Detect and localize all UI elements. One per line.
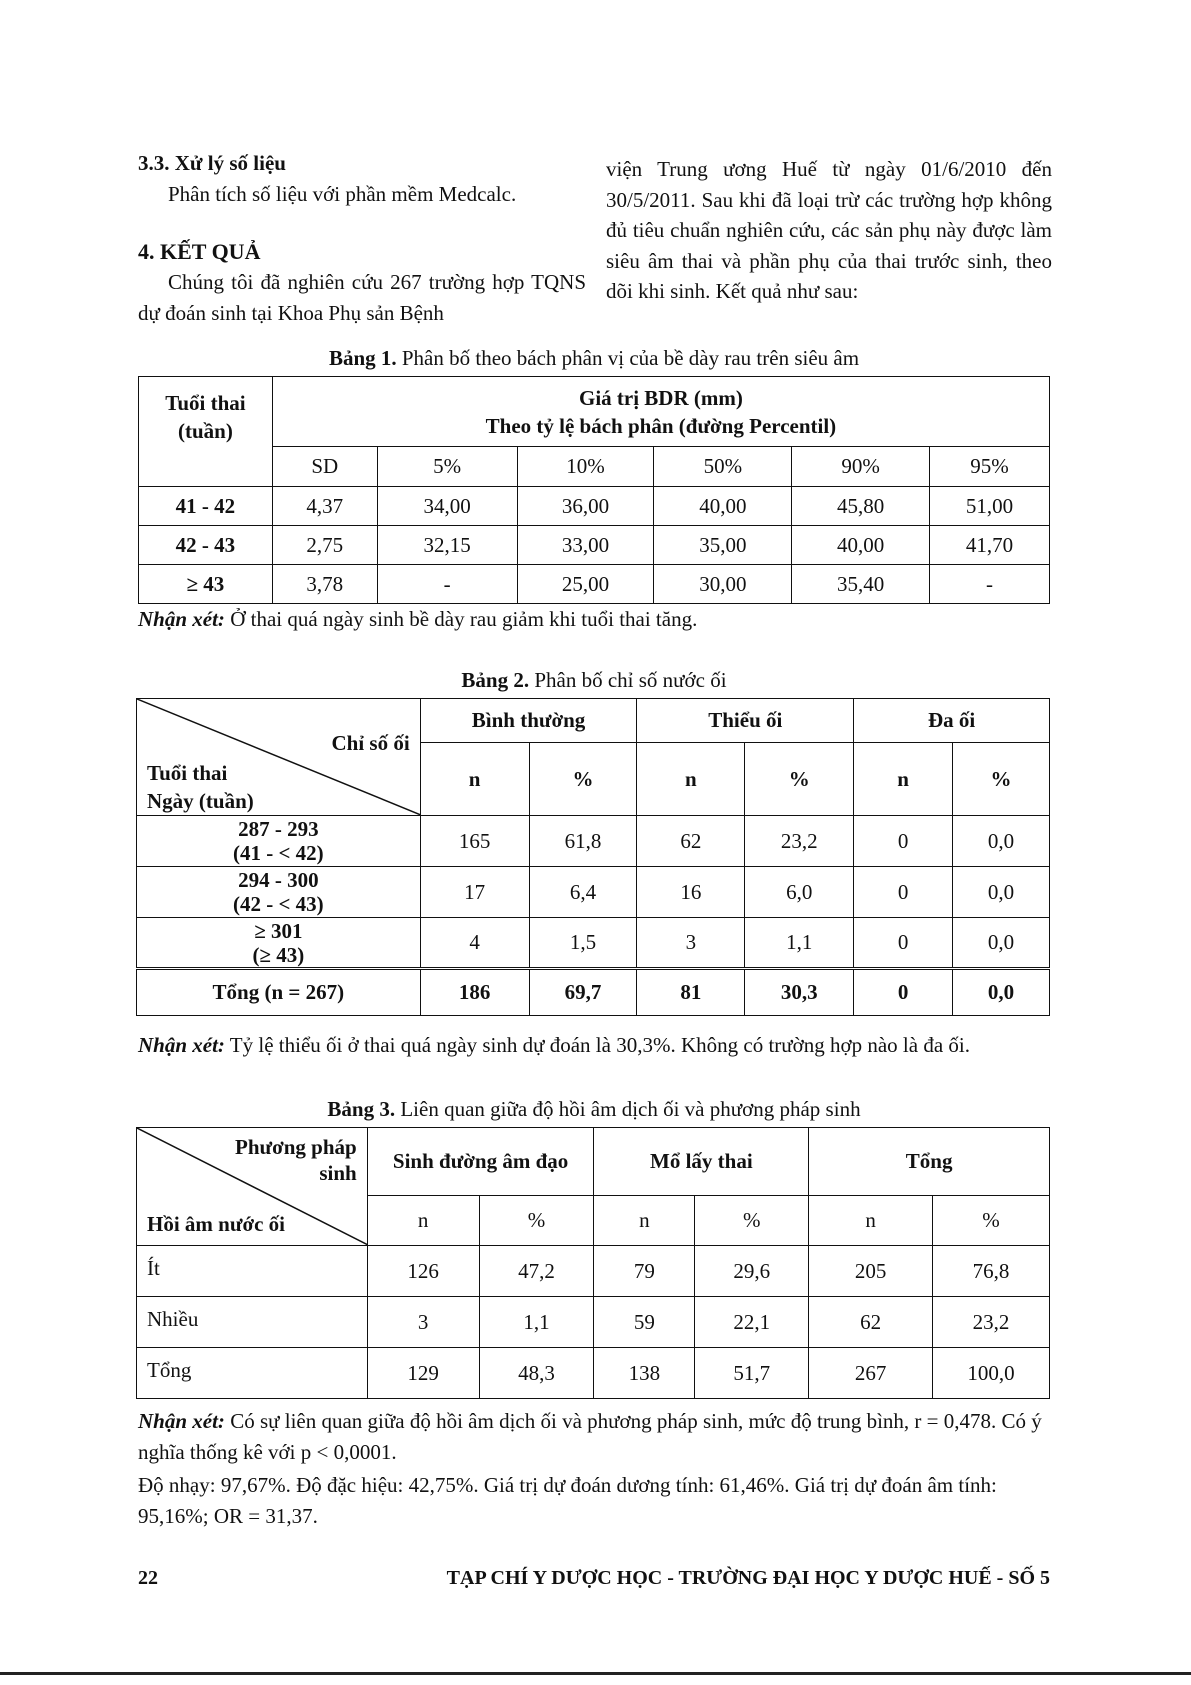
table1-row-header <box>139 377 273 487</box>
table2-row-label-line2: (≥ 43) <box>252 942 305 967</box>
table2-cell: 0 <box>854 867 953 918</box>
section-3-3-text: Phân tích số liệu với phần mềm Medcalc. <box>168 182 517 206</box>
table2-cell: 6,4 <box>529 867 637 918</box>
table2-sub-header: n <box>420 743 529 816</box>
table2-row-label-line2: (42 - < 43) <box>232 892 324 916</box>
table2-total-cell: 81 <box>637 969 745 1016</box>
table1-cell: 32,15 <box>377 526 517 565</box>
table-row <box>137 1348 1050 1399</box>
table2-sub-header: % <box>953 743 1050 816</box>
table2-row-label <box>137 918 421 969</box>
table2-total-label: Tổng (n = 267) <box>137 969 421 1016</box>
table3-group-header: Mổ lấy thai <box>594 1128 809 1196</box>
table2-cell: 61,8 <box>529 816 637 867</box>
table2-diag-bottom-line2: Ngày (tuần) <box>147 789 254 813</box>
table2-cell: 0,0 <box>953 918 1050 969</box>
table1-col-header: 10% <box>517 447 654 487</box>
table3-cell: 205 <box>809 1246 933 1297</box>
table2-caption <box>138 668 1050 693</box>
table2-cell: 0 <box>854 816 953 867</box>
table1-cell: 34,00 <box>377 487 517 526</box>
table1 <box>138 376 1050 604</box>
table2-remark <box>138 1030 1050 1061</box>
table2-cell: 3 <box>637 918 745 969</box>
table1-cell: - <box>930 565 1050 604</box>
table3-sub-header: n <box>594 1195 695 1245</box>
table3-sub-header: % <box>933 1195 1050 1245</box>
table3-remark-text: Có sự liên quan giữa độ hồi âm dịch ối và phương pháp sinh, mức độ trung bình, r = 0,478. Có ý nghĩa thống kê với p < 0,0001. <box>138 1409 1042 1464</box>
table2-cell: 17 <box>420 867 529 918</box>
table-row <box>137 918 1050 969</box>
left-column <box>138 148 586 329</box>
table2-diag-bottom <box>147 759 254 815</box>
table1-row-label: 42 - 43 <box>139 526 273 565</box>
table-row <box>137 816 1050 867</box>
table-row <box>137 1297 1050 1348</box>
table2-cell: 6,0 <box>745 867 854 918</box>
table3-cell: 267 <box>809 1348 933 1399</box>
table1-cell: 4,37 <box>272 487 377 526</box>
table1-col-header: 50% <box>654 447 792 487</box>
table2-total-cell: 69,7 <box>529 969 637 1016</box>
table3-diag-bottom: Hồi âm nước ối <box>147 1212 285 1236</box>
table1-cell: 3,78 <box>272 565 377 604</box>
right-column <box>606 154 1052 307</box>
table2-total-cell: 0,0 <box>953 969 1050 1016</box>
table1-cell: 40,00 <box>792 526 930 565</box>
table2-total-row <box>137 969 1050 1016</box>
table2-group-header: Thiểu ối <box>637 699 854 743</box>
table2-row-label <box>137 867 421 918</box>
bottom-edge-rule <box>0 1672 1191 1675</box>
table2-cell: 0,0 <box>953 816 1050 867</box>
table1-cell: 2,75 <box>272 526 377 565</box>
table2-sub-header: n <box>637 743 745 816</box>
table3-cell: 3 <box>367 1297 479 1348</box>
table2-cell: 165 <box>420 816 529 867</box>
table1-cell: 33,00 <box>517 526 654 565</box>
table1-row-header-line2: (tuần) <box>178 419 233 443</box>
table1-caption-label: Bảng 1. <box>328 346 397 370</box>
table2-remark-label: Nhận xét: <box>138 1033 225 1057</box>
journal-name: TẠP CHÍ Y DƯỢC HỌC - TRƯỜNG ĐẠI HỌC Y DƯỢC HUẾ - SỐ 5 <box>446 1567 1050 1589</box>
table1-col-header: 95% <box>930 447 1050 487</box>
table1-remark <box>138 604 1050 635</box>
table2-row-label-line1: 287 - 293 <box>238 817 319 841</box>
table3-remark <box>138 1406 1050 1468</box>
table3-diag-top-line2: sinh <box>319 1161 357 1185</box>
table3-caption <box>138 1097 1050 1122</box>
table2-cell: 1,1 <box>745 918 854 969</box>
table3-cell: 79 <box>594 1246 695 1297</box>
table1-remark-label: Nhận xét: <box>138 607 225 631</box>
table3-row-label: Tổng <box>137 1348 368 1399</box>
table3-sub-header: % <box>695 1195 809 1245</box>
table2-group-header: Bình thường <box>420 699 637 743</box>
table3-cell: 51,7 <box>695 1348 809 1399</box>
table1-row-label: ≥ 43 <box>139 565 273 604</box>
table3-row-label: Nhiều <box>137 1297 368 1348</box>
table3-cell: 129 <box>367 1348 479 1399</box>
table2-sub-header: % <box>745 743 854 816</box>
table1-col-header: 90% <box>792 447 930 487</box>
table-row <box>137 867 1050 918</box>
table1-group-header-line1: Giá trị BDR (mm) <box>578 385 743 410</box>
table3 <box>136 1127 1050 1399</box>
table1-cell: 41,70 <box>930 526 1050 565</box>
table3-sub-header: n <box>809 1195 933 1245</box>
table3-group-header: Tổng <box>809 1128 1050 1196</box>
table3-cell: 1,1 <box>479 1297 594 1348</box>
table3-group-header: Sinh đường âm đạo <box>367 1128 594 1196</box>
table3-caption-text: Liên quan giữa độ hồi âm dịch ối và phương pháp sinh <box>400 1097 861 1121</box>
table3-caption-label: Bảng 3. <box>327 1097 396 1121</box>
table2-cell: 23,2 <box>745 816 854 867</box>
table2-cell: 16 <box>637 867 745 918</box>
table2 <box>136 698 1050 1016</box>
table2-caption-label: Bảng 2. <box>461 668 530 692</box>
table1-cell: 51,00 <box>930 487 1050 526</box>
table2-row-label-line1: 294 - 300 <box>238 868 319 892</box>
table3-cell: 48,3 <box>479 1348 594 1399</box>
table2-diagonal-header <box>137 699 421 816</box>
table2-group-header: Đa ối <box>854 699 1050 743</box>
table2-remark-text: Tỷ lệ thiểu ối ở thai quá ngày sinh dự đoán là 30,3%. Không có trường hợp nào là đa ối. <box>224 1033 970 1057</box>
table1-cell: 45,80 <box>792 487 930 526</box>
table1-caption <box>138 346 1050 371</box>
table2-cell: 0 <box>854 918 953 969</box>
table3-cell: 47,2 <box>479 1246 594 1297</box>
table1-col-header: SD <box>272 447 377 487</box>
table1-group-header-line2: Theo tỷ lệ bách phân (đường Percentil) <box>485 413 837 438</box>
table2-cell: 1,5 <box>529 918 637 969</box>
page-number: 22 <box>138 1567 158 1589</box>
table-row <box>139 565 1050 604</box>
table2-sub-header: n <box>854 743 953 816</box>
table1-cell: 40,00 <box>654 487 792 526</box>
section-4-text: Chúng tôi đã nghiên cứu 267 trường hợp TQNS dự đoán sinh tại Khoa Phụ sản Bệnh <box>138 270 586 325</box>
table3-remark-label: Nhận xét: <box>138 1409 225 1433</box>
table3-diagonal-header <box>137 1128 368 1246</box>
table1-caption-text: Phân bố theo bách phân vị của bề dày rau trên siêu âm <box>401 346 860 370</box>
table1-cell: 25,00 <box>517 565 654 604</box>
table3-remark-2: Độ nhạy: 97,67%. Độ đặc hiệu: 42,75%. Giá trị dự đoán dương tính: 61,46%. Giá trị dự đoán âm tính: 95,16%; OR = 31,37. <box>138 1473 997 1528</box>
table2-total-cell: 186 <box>420 969 529 1016</box>
table3-cell: 22,1 <box>695 1297 809 1348</box>
table3-sub-header: n <box>367 1195 479 1245</box>
table2-sub-header: % <box>529 743 637 816</box>
table2-total-cell: 30,3 <box>745 969 854 1016</box>
table3-cell: 23,2 <box>933 1297 1050 1348</box>
table2-diag-top: Chỉ số ối <box>331 731 410 755</box>
table1-cell: 30,00 <box>654 565 792 604</box>
table2-cell: 0,0 <box>953 867 1050 918</box>
table3-diag-top-line1: Phương pháp <box>235 1135 357 1159</box>
table3-cell: 59 <box>594 1297 695 1348</box>
table-row <box>137 1246 1050 1297</box>
table-row <box>139 526 1050 565</box>
table2-total-cell: 0 <box>854 969 953 1016</box>
table1-col-header: 5% <box>377 447 517 487</box>
table3-sub-header: % <box>479 1195 594 1245</box>
table3-cell: 100,0 <box>933 1348 1050 1399</box>
table2-row-label <box>137 816 421 867</box>
table1-cell: 36,00 <box>517 487 654 526</box>
table1-cell: 35,00 <box>654 526 792 565</box>
table3-diag-top <box>235 1134 357 1186</box>
table3-cell: 76,8 <box>933 1246 1050 1297</box>
table-row <box>139 487 1050 526</box>
table2-cell: 4 <box>420 918 529 969</box>
table3-row-label: Ít <box>137 1246 368 1297</box>
table2-cell: 62 <box>637 816 745 867</box>
table3-cell: 29,6 <box>695 1246 809 1297</box>
section-4-title: 4. KẾT QUẢ <box>138 239 261 264</box>
table2-row-label-line2: (41 - < 42) <box>232 841 324 865</box>
table1-group-header <box>272 377 1049 447</box>
table1-row-label: 41 - 42 <box>139 487 273 526</box>
table1-remark-text: Ở thai quá ngày sinh bề dày rau giảm khi tuổi thai tăng. <box>224 607 698 631</box>
table1-cell: 35,40 <box>792 565 930 604</box>
table2-row-label-line1: ≥ 301 <box>254 918 303 943</box>
section-3-3-title: 3.3. Xử lý số liệu <box>138 151 286 175</box>
table3-cell: 138 <box>594 1348 695 1399</box>
table1-cell: - <box>377 565 517 604</box>
table1-row-header-line1: Tuổi thai <box>165 391 246 415</box>
table2-diag-bottom-line1: Tuổi thai <box>147 761 228 785</box>
table3-cell: 62 <box>809 1297 933 1348</box>
table3-cell: 126 <box>367 1246 479 1297</box>
right-column-text: viện Trung ương Huế từ ngày 01/6/2010 đến 30/5/2011. Sau khi đã loại trừ các trường hợp không đủ tiêu chuẩn nghiên cứu, các sản phụ này được làm siêu âm thai và phần phụ của thai trước sinh, theo dõi khi sinh. Kết quả như sau: <box>606 157 1052 303</box>
table2-caption-text: Phân bố chỉ số nước ối <box>534 668 727 692</box>
